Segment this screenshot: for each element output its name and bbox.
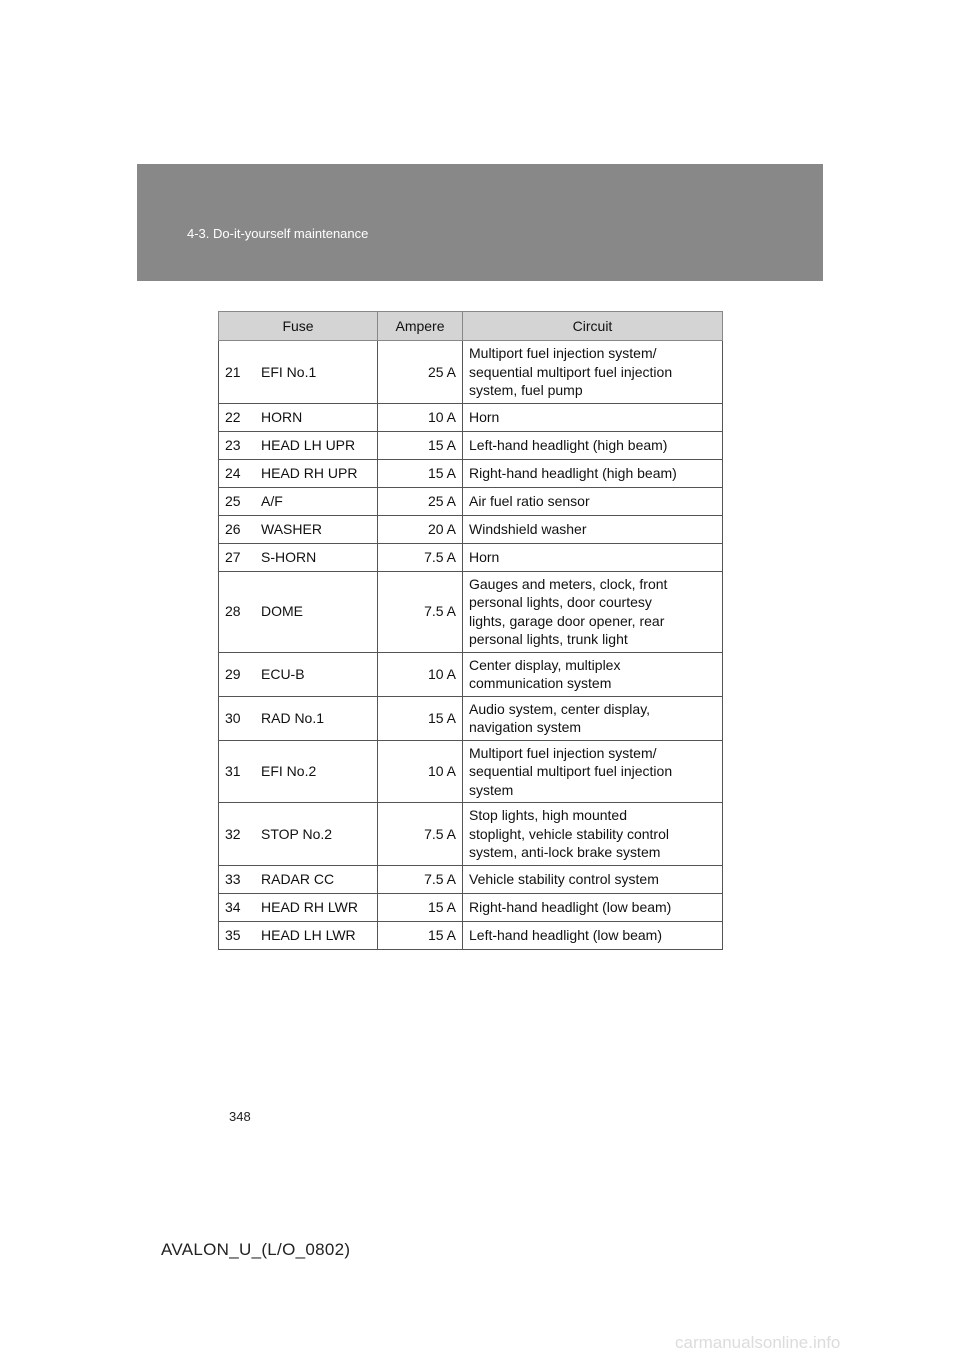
fuse-number: 30 [219, 696, 256, 740]
fuse-circuit [463, 865, 723, 893]
circuit-line: Vehicle stability control system [469, 870, 659, 887]
table-row [219, 459, 723, 487]
fuse-number: 27 [219, 543, 256, 571]
fuse-number: 35 [219, 921, 256, 949]
fuse-name: DOME [255, 571, 378, 652]
circuit-line: Right-hand headlight (low beam) [469, 898, 672, 915]
column-header-circuit: Circuit [463, 312, 723, 341]
fuse-number: 31 [219, 740, 256, 803]
fuse-name: S-HORN [255, 543, 378, 571]
circuit-line: system [469, 781, 514, 798]
fuse-rows [219, 341, 723, 950]
table-row [219, 803, 723, 866]
fuse-ampere: 20 A [378, 515, 463, 543]
fuse-ampere: 7.5 A [378, 543, 463, 571]
circuit-line: Left-hand headlight (high beam) [469, 436, 668, 453]
circuit-line: system, fuel pump [469, 382, 583, 398]
fuse-name: RADAR CC [255, 865, 378, 893]
fuse-number: 24 [219, 459, 256, 487]
fuse-name: EFI No.2 [255, 740, 378, 803]
circuit-line: Gauges and meters, clock, front [469, 575, 668, 592]
fuse-number: 25 [219, 487, 256, 515]
circuit-line: Left-hand headlight (low beam) [469, 926, 663, 943]
circuit-line: personal lights, door courtesy [469, 594, 652, 610]
circuit-line: Air fuel ratio sensor [469, 492, 590, 509]
fuse-circuit [463, 459, 723, 487]
circuit-line: lights, garage door opener, rear [469, 612, 665, 629]
table-row [219, 431, 723, 459]
fuse-name: EFI No.1 [255, 341, 378, 404]
fuse-number: 23 [219, 431, 256, 459]
fuse-ampere: 7.5 A [378, 571, 463, 652]
fuse-circuit [463, 341, 723, 404]
table-row [219, 571, 723, 652]
circuit-line: communication system [469, 675, 612, 691]
circuit-line: stoplight, vehicle stability control [469, 825, 669, 842]
fuse-ampere: 15 A [378, 696, 463, 740]
fuse-ampere: 15 A [378, 459, 463, 487]
fuse-circuit [463, 803, 723, 866]
circuit-line: personal lights, trunk light [469, 631, 628, 647]
fuse-circuit [463, 652, 723, 696]
fuse-circuit [463, 403, 723, 431]
table-row [219, 652, 723, 696]
table-row [219, 403, 723, 431]
table-row [219, 543, 723, 571]
circuit-line: Audio system, center display, [469, 700, 651, 717]
table-row [219, 487, 723, 515]
circuit-line: Windshield washer [469, 520, 587, 537]
fuse-circuit [463, 543, 723, 571]
table-row [219, 893, 723, 921]
fuse-circuit [463, 893, 723, 921]
fuse-number: 34 [219, 893, 256, 921]
circuit-line: Right-hand headlight (high beam) [469, 464, 677, 481]
fuse-name: HEAD LH LWR [255, 921, 378, 949]
fuse-ampere: 15 A [378, 431, 463, 459]
fuse-number: 22 [219, 403, 256, 431]
table-row [219, 696, 723, 740]
table-row [219, 740, 723, 803]
fuse-number: 26 [219, 515, 256, 543]
circuit-line: navigation system [469, 719, 582, 735]
circuit-line: Multiport fuel injection system/ [469, 744, 657, 761]
table-row [219, 921, 723, 949]
header-band [137, 164, 823, 281]
fuse-ampere: 25 A [378, 341, 463, 404]
watermark: carmanualsonline.info [675, 1333, 841, 1352]
fuse-number: 32 [219, 803, 256, 866]
fuse-name: ECU-B [255, 652, 378, 696]
section-title: 4-3. Do-it-yourself maintenance [187, 226, 369, 241]
fuse-name: HORN [255, 403, 378, 431]
fuse-name: HEAD RH UPR [255, 459, 378, 487]
fuse-ampere: 15 A [378, 921, 463, 949]
column-header-ampere: Ampere [378, 312, 463, 341]
circuit-line: Multiport fuel injection system/ [469, 345, 657, 361]
table-header-row [219, 312, 723, 341]
circuit-line: Horn [469, 548, 500, 565]
fuse-circuit [463, 696, 723, 740]
circuit-line: sequential multiport fuel injection [469, 763, 673, 779]
fuse-circuit [463, 921, 723, 949]
fuse-number: 21 [219, 341, 256, 404]
fuse-name: RAD No.1 [255, 696, 378, 740]
fuse-name: A/F [255, 487, 378, 515]
fuse-table [218, 311, 723, 950]
circuit-line: Center display, multiplex [469, 656, 621, 673]
circuit-line: system, anti-lock brake system [469, 844, 661, 860]
fuse-circuit [463, 515, 723, 543]
fuse-ampere: 10 A [378, 740, 463, 803]
circuit-line: Horn [469, 408, 500, 425]
table-row [219, 515, 723, 543]
table-row [219, 865, 723, 893]
fuse-name: HEAD LH UPR [255, 431, 378, 459]
circuit-line: Stop lights, high mounted [469, 807, 627, 823]
page-number: 348 [229, 1109, 251, 1124]
circuit-line: sequential multiport fuel injection [469, 363, 673, 380]
fuse-circuit [463, 431, 723, 459]
fuse-ampere: 25 A [378, 487, 463, 515]
document-code: AVALON_U_(L/O_0802) [161, 1240, 351, 1259]
fuse-ampere: 10 A [378, 403, 463, 431]
fuse-ampere: 15 A [378, 893, 463, 921]
fuse-number: 29 [219, 652, 256, 696]
fuse-circuit [463, 571, 723, 652]
fuse-name: HEAD RH LWR [255, 893, 378, 921]
fuse-ampere: 10 A [378, 652, 463, 696]
fuse-name: STOP No.2 [255, 803, 378, 866]
fuse-name: WASHER [255, 515, 378, 543]
fuse-ampere: 7.5 A [378, 803, 463, 866]
table-row [219, 341, 723, 404]
fuse-circuit [463, 487, 723, 515]
fuse-number: 28 [219, 571, 256, 652]
fuse-number: 33 [219, 865, 256, 893]
fuse-circuit [463, 740, 723, 803]
fuse-ampere: 7.5 A [378, 865, 463, 893]
column-header-fuse: Fuse [219, 312, 378, 341]
